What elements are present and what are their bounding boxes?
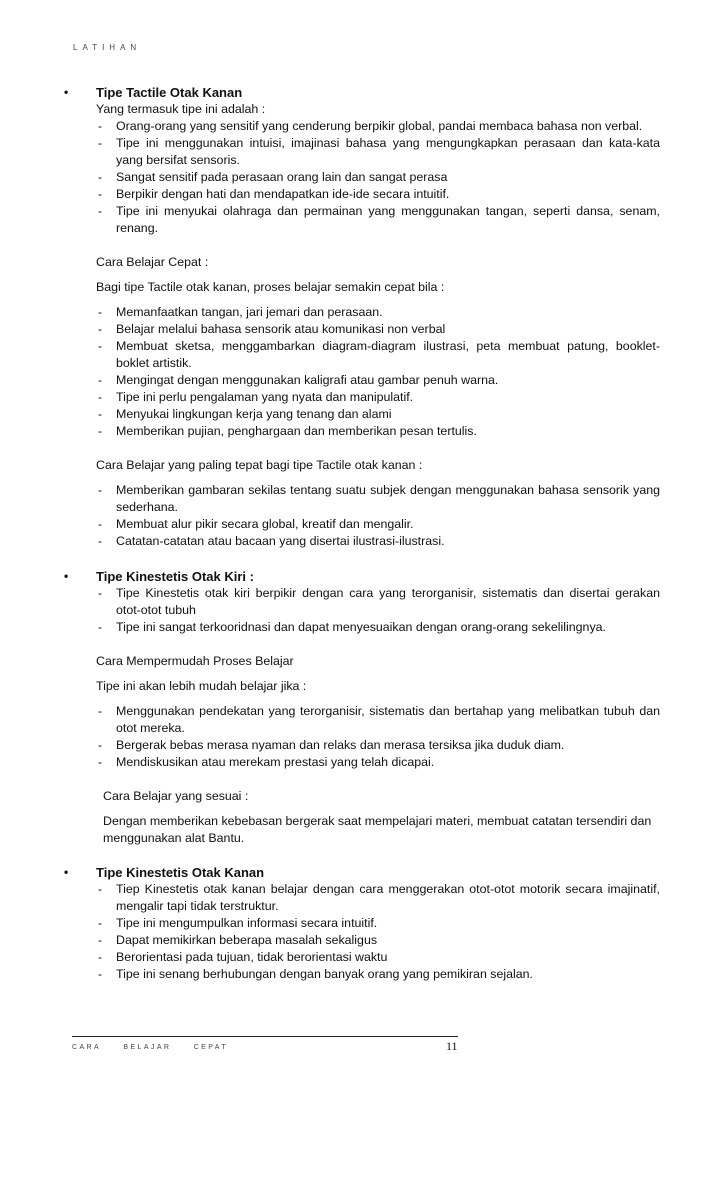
- bullet-icon: •: [64, 85, 69, 99]
- running-header: LATIHAN: [73, 43, 142, 52]
- list-item: - Berorientasi pada tujuan, tidak berorientasi waktu: [96, 949, 660, 966]
- page-content: [60, 84, 660, 983]
- list-item: - Tipe ini perlu pengalaman yang nyata dan manipulatif.: [96, 389, 660, 406]
- list-item: - Memanfaatkan tangan, jari jemari dan perasaan.: [96, 304, 660, 321]
- footer-divider: [72, 1036, 458, 1037]
- list-item: - Catatan-catatan atau bacaan yang disertai ilustrasi-ilustrasi.: [96, 533, 660, 550]
- list-item: - Orang-orang yang sensitif yang cenderung berpikir global, pandai membaca bahasa non verbal.: [96, 118, 660, 135]
- list-item: - Bergerak bebas merasa nyaman dan relaks dan merasa tersiksa jika duduk diam.: [96, 737, 660, 754]
- trait-list: [96, 881, 660, 983]
- section-kinestetis-otak-kanan: [60, 864, 660, 983]
- subheading: Cara Mempermudah Proses Belajar: [96, 654, 294, 668]
- list-item: - Memberikan pujian, penghargaan dan memberikan pesan tertulis.: [96, 423, 660, 440]
- list-item: - Belajar melalui bahasa sensorik atau komunikasi non verbal: [96, 321, 660, 338]
- list-item: - Tipe ini menggunakan intuisi, imajinasi bahasa yang mengungkapkan perasaan dan kata-kata yang bersifat sensoris.: [96, 135, 660, 169]
- trait-list: [96, 585, 660, 636]
- section-title: Tipe Kinestetis Otak Kiri :: [96, 569, 254, 584]
- footer-word: CARA: [72, 1044, 102, 1051]
- list-item: - Tipe ini senang berhubungan dengan banyak orang yang pemikiran sejalan.: [96, 966, 660, 983]
- list-item: - Membuat sketsa, menggambarkan diagram-diagram ilustrasi, peta membuat patung, booklet-boklet artistik.: [96, 338, 660, 372]
- learning-list: [96, 703, 660, 771]
- running-footer: [72, 1044, 246, 1051]
- bullet-icon: •: [64, 569, 69, 583]
- section-kinestetis-otak-kiri: [60, 568, 660, 847]
- learning-list: [96, 304, 660, 440]
- section-tactile-otak-kanan: [60, 84, 660, 550]
- list-item: - Mengingat dengan menggunakan kaligrafi atau gambar penuh warna.: [96, 372, 660, 389]
- bullet-icon: •: [64, 865, 69, 879]
- footer-word: CEPAT: [193, 1044, 229, 1051]
- list-item: - Tipe ini mengumpulkan informasi secara intuitif.: [96, 915, 660, 932]
- list-item: - Mendiskusikan atau merekam prestasi yang telah dicapai.: [96, 754, 660, 771]
- footer-word: BELAJAR: [123, 1044, 172, 1051]
- list-item: - Membuat alur pikir secara global, kreatif dan mengalir.: [96, 516, 660, 533]
- trait-list: [96, 118, 660, 237]
- subheading: Cara Belajar yang paling tepat bagi tipe Tactile otak kanan :: [96, 458, 423, 472]
- section-intro: Yang termasuk tipe ini adalah :: [96, 102, 266, 116]
- list-item: - Menyukai lingkungan kerja yang tenang dan alami: [96, 406, 660, 423]
- list-item: - Menggunakan pendekatan yang terorganisir, sistematis dan bertahap yang melibatkan tubuh dan otot mereka.: [96, 703, 660, 737]
- list-item: - Dapat memikirkan beberapa masalah sekaligus: [96, 932, 660, 949]
- sub-text: Dengan memberikan kebebasan bergerak saat mempelajari materi, membuat catatan tersendiri dan menggunakan alat Bantu.: [103, 814, 652, 845]
- list-item: - Tiep Kinestetis otak kanan belajar dengan cara menggerakan otot-otot motorik secara imajinatif, mengalir tapi tidak terstruktur.: [96, 881, 660, 915]
- list-item: - Tipe Kinestetis otak kiri berpikir dengan cara yang terorganisir, sistematis dan disertai gerakan otot-otot tubuh: [96, 585, 660, 619]
- sub-intro: Bagi tipe Tactile otak kanan, proses belajar semakin cepat bila :: [96, 280, 445, 294]
- page-number: 11: [446, 1039, 458, 1053]
- list-item: - Sangat sensitif pada perasaan orang lain dan sangat perasa: [96, 169, 660, 186]
- list-item: - Memberikan gambaran sekilas tentang suatu subjek dengan menggunakan bahasa sensorik yang sederhana.: [96, 482, 660, 516]
- subheading: Cara Belajar yang sesuai :: [103, 789, 249, 803]
- best-method-list: [96, 482, 660, 550]
- subheading: Cara Belajar Cepat :: [96, 255, 209, 269]
- list-item: - Tipe ini menyukai olahraga dan permainan yang menggunakan tangan, seperti dansa, senam, renang.: [96, 203, 660, 237]
- section-title: Tipe Kinestetis Otak Kanan: [96, 865, 265, 880]
- section-title: Tipe Tactile Otak Kanan: [96, 85, 243, 100]
- list-item: - Berpikir dengan hati dan mendapatkan ide-ide secara intuitif.: [96, 186, 660, 203]
- sub-intro: Tipe ini akan lebih mudah belajar jika :: [96, 679, 307, 693]
- list-item: - Tipe ini sangat terkooridnasi dan dapat menyesuaikan dengan orang-orang sekelilingnya.: [96, 619, 660, 636]
